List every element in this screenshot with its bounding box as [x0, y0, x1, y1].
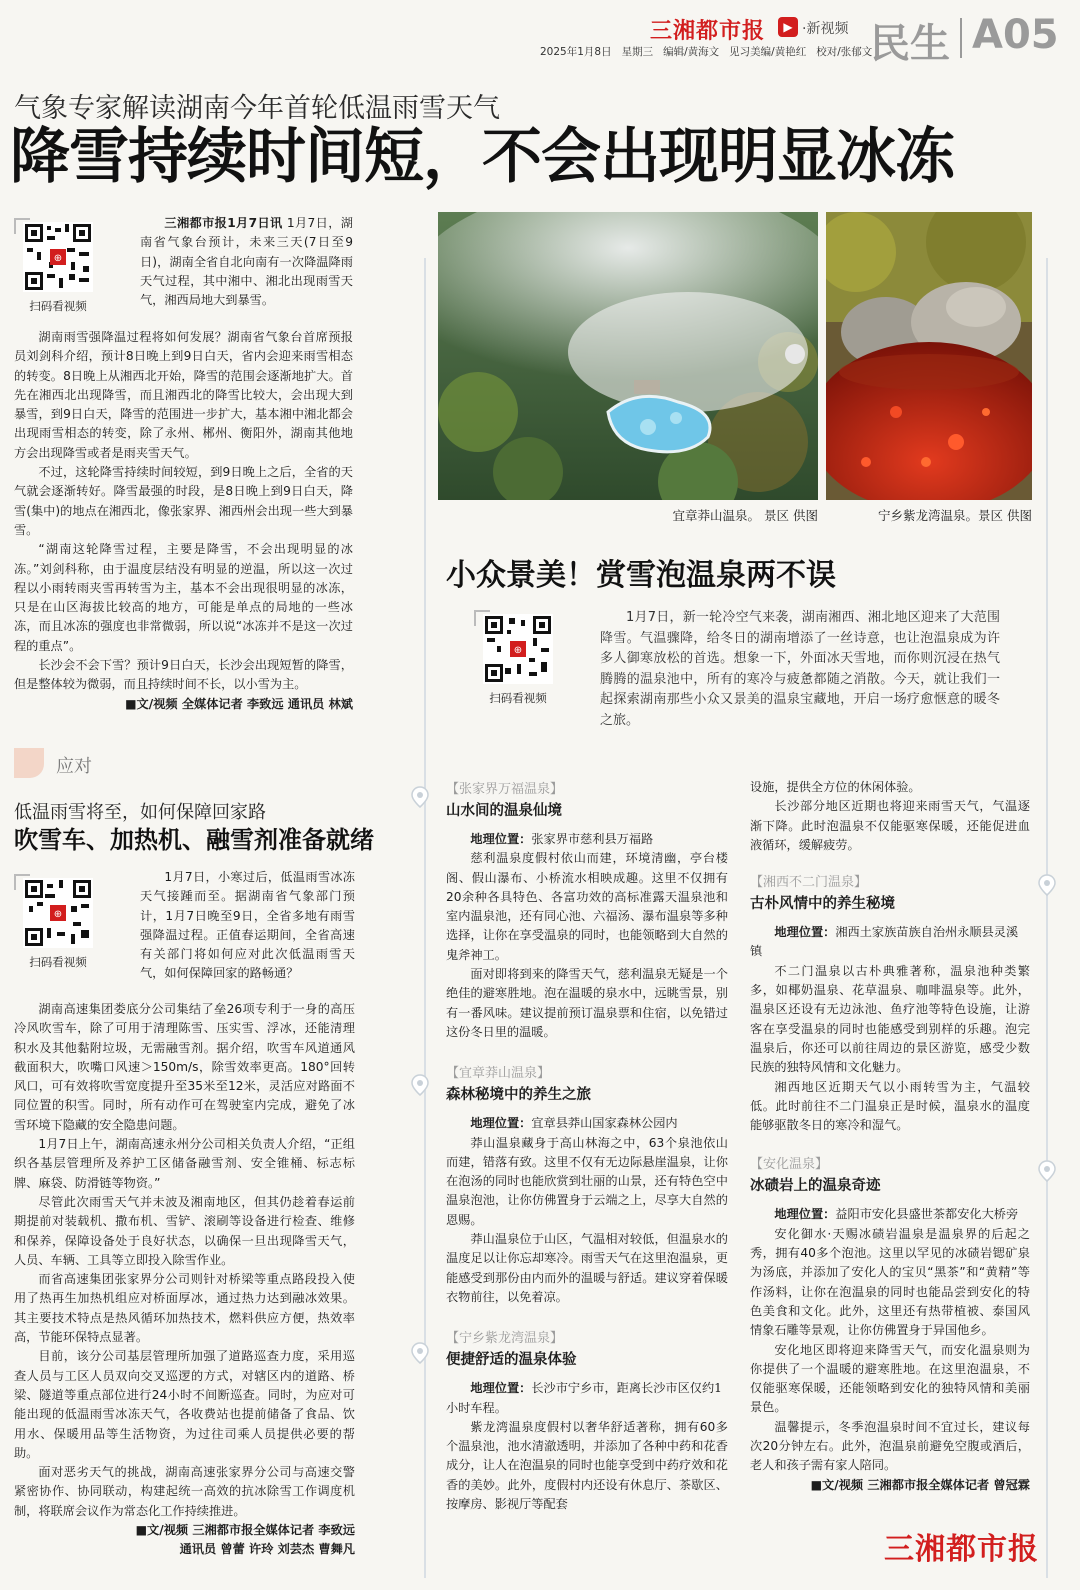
- response-para: 而省高速集团张家界分公司则针对桥梁等重点路段投入使用了热再生加热机组应对桥面厚冰，通过热力达到融冰效果。其主要技术特点是热风循环加热技术，燃料供应方便，热效率高，节能环保特点显著。: [14, 1272, 355, 1345]
- response-headline: 吹雪车、加热机、融雪剂准备就绪: [14, 826, 374, 854]
- feature-frame-right: [1046, 258, 1048, 1578]
- spot-tag: 【张家界万福温泉】: [446, 782, 564, 797]
- lead-first-para: [140, 214, 353, 310]
- response-label: 应对: [56, 756, 92, 777]
- spot-title: 古朴风情中的养生秘境: [750, 896, 895, 913]
- location-pin-icon: [1038, 1160, 1056, 1182]
- response-qr-block[interactable]: [16, 878, 100, 970]
- feature-col-right: [750, 778, 1030, 1495]
- masthead: [0, 0, 1080, 72]
- spot-tag: 【宁乡紫龙湾温泉】: [446, 1331, 564, 1347]
- feature-frame-left: [424, 258, 426, 1578]
- spot-title: 便捷舒适的温泉体验: [446, 1352, 577, 1369]
- spot-para: 紫龙湾温泉度假村以奢华舒适著称，拥有60多个温泉池，池水清澈透明，并添加了各种中药和花香成分，让人在泡温泉的同时也能享受到中药疗效和花香的美妙。此外，度假村内还设有休息厅、茶歇区、按摩房、影视厅等配套: [446, 1419, 728, 1512]
- response-para: 1月7日上午，湖南高速永州分公司相关负责人介绍，“正组织各基层管理所及养护工区储备融雪剂、安全锥桶、标志标牌、麻袋、防滑链等物资。”: [14, 1137, 355, 1190]
- spot-para: 安化御水·天赐冰碛岩温泉是温泉界的后起之秀，拥有40多个泡池。这里以罕见的冰碛岩锶矿泉为汤底，并添加了安化人的宝贝“黑茶”和“黄精”等作汤料，让你在泡温泉的同时也能品尝到安化的特色美食和文化。此外，这里还有热带植被、泰国风情象石雕等景观，让你仿佛置身于异国他乡。: [750, 1226, 1030, 1338]
- section-divider: [960, 18, 962, 58]
- qr-label: 扫码看视频: [489, 691, 547, 705]
- video-icon: ▶: [778, 17, 798, 37]
- qr-label: 扫码看视频: [29, 955, 87, 969]
- response-byline: ■文/视频 三湘都市报全媒体记者 李致远: [135, 1523, 355, 1538]
- lead-qr-block[interactable]: [16, 222, 100, 314]
- spot-location: 地理位置：益阳市安化县盛世茶都安化大桥旁: [774, 1207, 1019, 1222]
- brand-logo: 三湘都市报: [650, 19, 766, 44]
- spot-title: 山水间的温泉仙境: [446, 803, 562, 819]
- dateline: 三湘都市报1月7日讯: [164, 216, 283, 230]
- spot-para: 莽山温泉藏身于高山林海之中，63个泉池依山而建，错落有致。这里不仅有无边际悬崖温泉，让你在泡汤的同时也能欣赏到壮丽的山景，还有特色空中温泉泡池，让你仿佛置身于云端之上，尽享大自然的恩赐。: [446, 1135, 728, 1227]
- response-para: 湖南高速集团娄底分公司集结了垒26项专利于一身的高压冷风吹雪车，除了可用于清理陈雪、压实雪、浮冰，还能清理积水及其他黏附垃圾，无需融雪剂。据介绍，吹雪车风道通风截面积大，吹嘴口风速＞150m/s，除雪效率更高。180°回转风口，可有效将吹雪宽度提升至35米至12米，灵活应对路面不同位置的积雪。同时，所有动作可在驾驶室内完成，避免了冰雪环境下隐藏的安全隐患问题。: [14, 1002, 355, 1132]
- svg-text:⊕: ⊕: [53, 909, 63, 920]
- feature-headline: 小众景美！赏雪泡温泉两不误: [446, 558, 836, 593]
- location-pin-icon: [1038, 874, 1056, 896]
- lead-kicker: 气象专家解读湖南今年首轮低温雨雪天气: [14, 93, 500, 124]
- photo1-caption: 宜章莽山温泉。 景区 供图: [672, 508, 818, 523]
- location-pin-icon: [411, 786, 429, 808]
- lead-para: “湖南这轮降雪过程，主要是降雪，不会出现明显的冰冻。”刘剑科称，由于温度层结没有明显的逆温，所以这一次过程以小雨转雨夹雪再转雪为主，基本不会出现很明显的冰冻，只是在山区海拔比较高的地方，可能是单点的局地的一些冰冻，而且冰冻的强度也非常微弱，所以说“冰冻并不是这一次过程的重点”。: [14, 542, 353, 653]
- spot-zlw: [446, 1327, 728, 1514]
- location-pin-icon: [411, 1342, 429, 1364]
- lead-first-text: 1月7日，湖南省气象台预计，未来三天(7日至9日)，湖南全省自北向南有一次降温降雨天气过程，其中湘中、湘北出现雨雪天气，湘西局地大到暴雪。: [140, 216, 353, 308]
- lead-body: [14, 328, 353, 714]
- lead-byline: ■文/视频 全媒体记者 李致远 通讯员 林斌: [125, 696, 353, 711]
- photo2-caption: 宁乡紫龙湾温泉。景区 供图: [878, 508, 1032, 523]
- spot-zjj: [446, 778, 728, 1042]
- feature-col-left: [446, 778, 728, 1514]
- photo-mangshan-hotspring: [438, 212, 818, 500]
- issue-meta: 2025年1月8日 星期三 编辑/黄海文 见习美编/黄艳红 校对/张郁文: [540, 46, 873, 58]
- feature-byline: ■文/视频 三湘都市报全媒体记者 曾冠霖: [810, 1477, 1030, 1492]
- spot-location: 地理位置：湘西土家族苗族自治州永顺县灵溪镇: [750, 925, 1019, 959]
- response-para: 面对恶劣天气的挑战，湖南高速张家界分公司与高速交警紧密协作、协同联动，构建起统一高效的抗冰除雪工作调度机制，将联席会议作为常态化工作持续推进。: [14, 1465, 355, 1518]
- spot-ah: [750, 1153, 1030, 1475]
- spot-para: 温馨提示，冬季泡温泉时间不宜过长，建议每次20分钟左右。此外，泡温泉前避免空腹或酒后，老人和孩子需有家人陪同。: [750, 1419, 1030, 1473]
- spot-ms: [446, 1062, 728, 1307]
- feature-intro: [600, 608, 1000, 731]
- response-kicker: 低温雨雪将至，如何保障回家路: [14, 802, 266, 823]
- spot-cont: 设施，提供全方位的休闲体验。: [750, 780, 921, 794]
- spot-title: 冰碛岩上的温泉奇迹: [750, 1178, 881, 1195]
- lead-headline: 降雪持续时间短，不会出现明显冰冻: [10, 122, 954, 192]
- feature-qr-block[interactable]: [476, 614, 560, 706]
- spot-para: 慈利温泉度假村依山而建，环境清幽，亭台楼阁、假山瀑布、小桥流水相映成趣。这里不仅拥有20余种各具特色、各富功效的高标准露天温泉池和室内温泉池，还有同心池、六福汤、瀑布温泉等多种选择，让你在享受温泉的同时，也能领略到大自然的鬼斧神工。: [446, 851, 728, 962]
- spot-title: 森林秘境中的养生之旅: [446, 1087, 591, 1104]
- photo-zilongwan-hotspring: [826, 212, 1032, 500]
- svg-text:⊕: ⊕: [513, 645, 523, 656]
- response-label-icon: [14, 748, 44, 778]
- section-name: 民生: [870, 21, 950, 67]
- spot-ebm: [750, 871, 1030, 1135]
- response-para: 目前，该分公司基层管理所加强了道路巡查力度，采用巡查人员与工区人员双向交叉巡逻的方式，对辖区内的道路、桥梁、隧道等重点部位进行24小时不间断巡查。同时，为应对可能出现的低温雨雪冰冻天气，各收费站也提前储备了食品、饮用水、保暖用品等生活物资，为过往司乘人员提供必要的帮助。: [14, 1349, 355, 1460]
- lead-para: 不过，这轮降雪持续时间较短，到9日晚上之后，全省的天气就会逐渐转好。降雪最强的时段，是8日晚上到9日白天，降雪(集中)的地点在湘西北，像张家界、湘西州会出现一些大到暴雪。: [14, 465, 353, 537]
- response-body: [14, 1000, 355, 1560]
- svg-text:⊕: ⊕: [53, 253, 63, 264]
- spot-location: 地理位置：宜章县莽山国家森林公园内: [470, 1116, 678, 1131]
- spot-para: 安化地区即将迎来降雪天气，而安化温泉则为你提供了一个温暖的避寒胜地。在这里泡温泉，不仅能驱寒保暖，还能领略到安化的独特风情和美丽景色。: [750, 1342, 1030, 1415]
- spot-para: 湘西地区近期天气以小雨转雪为主，气温较低。此时前往不二门温泉正是时候，温泉水的温度能够驱散冬日的寒冷和湿气。: [750, 1079, 1030, 1133]
- spot-tag: 【宜章莽山温泉】: [446, 1066, 551, 1082]
- spot-tag: 【安化温泉】: [750, 1157, 829, 1173]
- spot-para: 不二门温泉以古朴典雅著称，温泉池种类繁多，如椰奶温泉、花草温泉、咖啡温泉等。此外，温泉区还设有无边泳池、鱼疗池等特色设施，让游客在享受温泉的同时也能感受到别样的乐趣。泡完温泉后，你还可以前往周边的景区游览，感受少数民族的独特风情和文化魅力。: [750, 963, 1030, 1075]
- qr-code-icon[interactable]: [483, 614, 553, 684]
- qr-code-icon[interactable]: [23, 878, 93, 948]
- response-para: 尽管此次雨雪天气并未波及湘南地区，但其仍趁着春运前期提前对装载机、撒布机、雪铲、滚刷等设备进行检查、维修和保养，保障设备处于良好状态，以确保一旦出现降雪天气，人员、车辆、工具等立即投入除雪作业。: [14, 1194, 355, 1267]
- response-first-para: [140, 868, 355, 984]
- spot-para: 莽山温泉位于山区，气温相对较低，但温泉水的温度足以让你忘却寒冷。雨雪天气在这里泡温泉，更能感受到那份由内而外的温暖与舒适。建议穿着保暖衣物前往，以免着凉。: [446, 1232, 728, 1304]
- spot-tag: 【湘西不二门温泉】: [750, 875, 868, 891]
- spot-location: 地理位置：张家界市慈利县万福路: [470, 832, 654, 846]
- spot-location: 地理位置：长沙市宁乡市，距离长沙市区仅约1小时车程。: [446, 1381, 722, 1415]
- page-number: A05: [972, 12, 1059, 58]
- spot-para: 长沙部分地区近期也将迎来雨雪天气，气温逐渐下降。此时泡温泉不仅能驱寒保暖，还能促进血液循环，缓解疲劳。: [750, 799, 1030, 852]
- response-first-text: 1月7日，小寒过后，低温雨雪冰冻天气接踵而至。据湖南省气象部门预计，1月7日晚至9日，全省多地有雨雪强降温过程。正值春运期间，全省高速有关部门将如何应对此次低温雨雪天气，如何保障回家的路畅通？: [140, 870, 355, 981]
- qr-label: 扫码看视频: [29, 299, 87, 313]
- location-pin-icon: [411, 1074, 429, 1096]
- lead-para: 湖南雨雪强降温过程将如何发展？湖南省气象台首席预报员刘剑科介绍，预计8日晚上到9日白天，省内会迎来雨雪相态的转变。8日晚上从湘西北开始，降雪的范围会逐渐地扩大。首先在湘西北出现降雪，而且湘西北的降雪比较大，会出现大到暴雪，到9日白天，降雪的范围进一步扩大，基本湘中湘北都会出现雨雪相态的转变，除了永州、郴州、衡阳外，湖南其他地方会出现降雪或者是雨夹雪天气。: [14, 330, 353, 460]
- lead-para: 长沙会不会下雪？预计9日白天，长沙会出现短暂的降雪，但是整体较为微弱，而且持续时间不长，以小雪为主。: [14, 658, 353, 692]
- footer-brand-logo: 三湘都市报: [884, 1532, 1039, 1567]
- response-byline-2: 通讯员 曾蕾 许玲 刘芸杰 曹舞凡: [179, 1542, 355, 1557]
- feature-intro-text: 1月7日，新一轮冷空气来袭，湖南湘西、湘北地区迎来了大范围降雪。气温骤降，给冬日的湖南增添了一丝诗意，也让泡温泉成为许多人御寒放松的首选。想象一下，外面冰天雪地，而你则沉浸在热气腾腾的温泉池中，所有的寒冷与疲惫都随之消散。今天，就让我们一起探索湖南那些小众又景美的温泉宝藏地，开启一场疗愈惬意的暖冬之旅。: [600, 610, 1000, 728]
- spot-para: 面对即将到来的降雪天气，慈利温泉无疑是一个绝佳的避寒胜地。泡在温暖的泉水中，远眺雪景，别有一番风味。建议提前预订温泉票和住宿，以免错过这份冬日里的温暖。: [446, 967, 728, 1039]
- video-brand: ·新视频: [802, 21, 849, 37]
- qr-code-icon[interactable]: [23, 222, 93, 292]
